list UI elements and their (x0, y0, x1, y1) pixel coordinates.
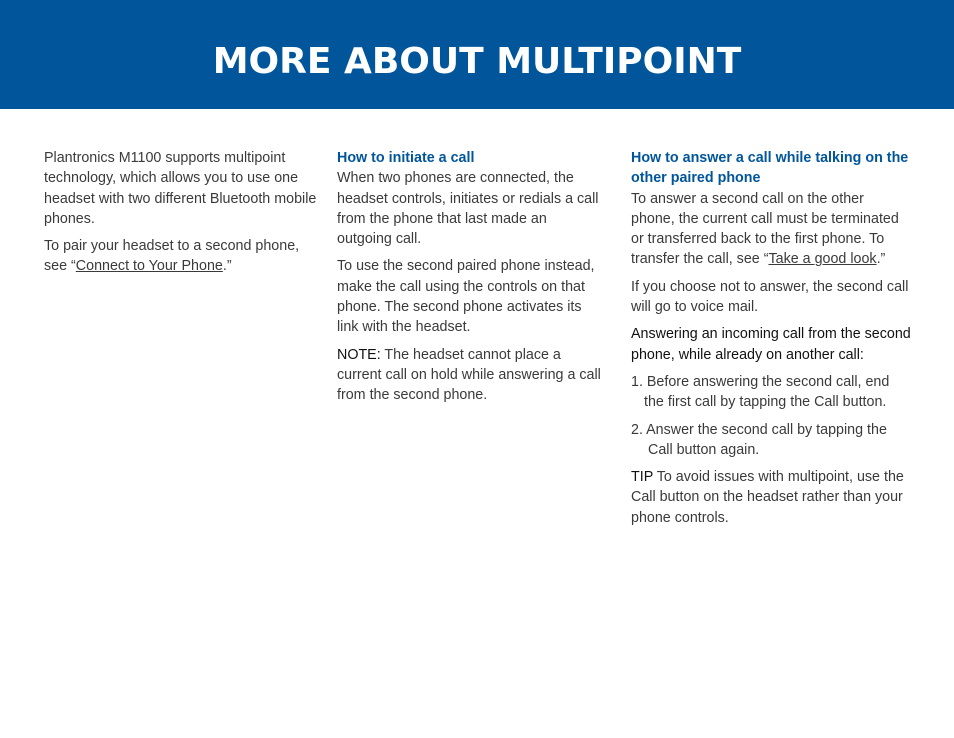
tip-paragraph (631, 467, 911, 528)
page-header-banner (0, 0, 954, 109)
pairing-paragraph (44, 236, 326, 277)
answer-call-paragraph (631, 189, 911, 270)
second-phone-paragraph: To use the second paired phone instead, make the call using the controls on that phone. The second phone activates its link with the headset. (337, 258, 595, 336)
page-title: MORE ABOUT MULTIPOINT (212, 41, 742, 82)
step-1: 1. Before answering the second call, end the first call by tapping the Call button. (631, 373, 890, 411)
transfer-text-end: .” (876, 251, 886, 268)
connect-to-your-phone-link[interactable]: Connect to Your Phone (75, 258, 223, 275)
column-answer-call (631, 148, 911, 535)
intro-paragraph: Plantronics M1100 supports multipoint technology, which allows you to use one headset with two different Bluetooth mobile phones. (44, 150, 317, 227)
note-text: The headset cannot place a current call on hold while answering a call from the second phone. (337, 346, 601, 404)
initiate-call-heading: How to initiate a call (337, 150, 475, 166)
tip-label: TIP (631, 469, 653, 486)
take-a-good-look-link[interactable]: Take a good look (768, 251, 877, 268)
transfer-text: To answer a second call on the other phone, the current call must be terminated or transferred back to the first phone. To transfer the call, see “ (631, 190, 899, 268)
pairing-text: To pair your headset to a second phone, see “ (44, 238, 300, 275)
answer-call-heading: How to answer a call while talking on the other paired phone (631, 150, 909, 187)
column-initiate-call (337, 148, 603, 413)
note-paragraph (337, 345, 603, 406)
pairing-text-end: .” (222, 258, 232, 275)
step-2: 2. Answer the second call by tapping the Call button again. (631, 421, 887, 458)
tip-text: To avoid issues with multipoint, use the Call button on the headset rather than your phone controls. (631, 469, 904, 526)
initiate-call-paragraph: When two phones are connected, the headset controls, initiates or redials a call from the phone that last made an outgoing call. (337, 170, 599, 248)
note-label: NOTE: (337, 346, 381, 363)
voicemail-paragraph: If you choose not to answer, the second call will go to voice mail. (631, 278, 909, 316)
answering-subheading: Answering an incoming call from the second phone, while already on another call: (631, 326, 911, 363)
column-intro (44, 148, 326, 284)
